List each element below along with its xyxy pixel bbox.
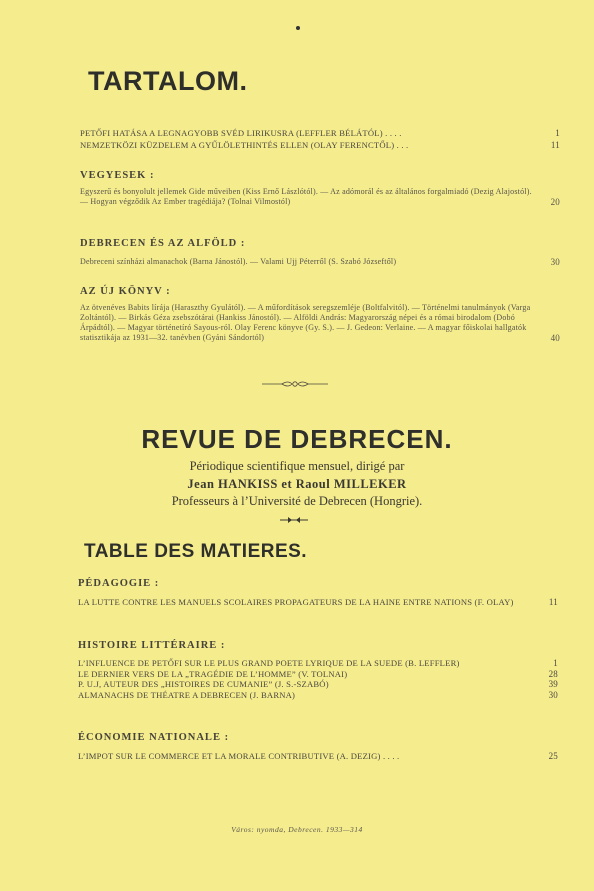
section-entry [80, 187, 560, 207]
revue-title: REVUE DE DEBRECEN. [141, 424, 453, 454]
section-heading: HISTOIRE LITTÉRAIRE : [78, 640, 226, 651]
section-entry-page: 20 [550, 197, 560, 207]
section-entry [80, 257, 560, 267]
section-entry-text: Debreceni színházi almanachok (Barna Jánostól). — Valami Ujj Péterről (S. Szabó Józseftől) [80, 257, 397, 266]
toc-entry-page: 11 [550, 139, 560, 150]
page-title: TARTALOM. [88, 66, 248, 96]
section-entry-text: ALMANACHS DE THÉATRE A DEBRECEN (J. BARNA) [78, 689, 296, 700]
section-entry [78, 597, 558, 608]
toc-entry [80, 140, 560, 151]
section-economie [78, 732, 558, 762]
toc-entry-text: NEMZETKÖZI KÜZDELEM A GYŰLÖLETHINTÉS ELLEN (OLAY FERENCTŐL) . . . [80, 139, 409, 150]
section-entry-text: Az ötvenéves Babits lírája (Haraszthy Gyulától). — A műfordítások seregszemléje (Boltfalvitól). — Történelmi tanulmányok (Varga Zoltántól). — Birkás Géza zsebszótárai (Hankiss Jánostól). — Alföldi András: Magyarország népei és a római birodalom (Dobó Árpádtól). — Magyar történetíró Sayous-ról. Olay Ferenc könyve (Gy. S.). — J. Gedeon: Verlaine. — A magyar főiskolai hallgatók statisztikája az 1931—32. tanévben (Gyáni Sándortól) [80, 303, 531, 342]
ornament-divider [260, 379, 330, 389]
printer-footer: Város: nyomda, Debrecen. 1933—314 [231, 825, 363, 834]
section-entry-text: LE DERNIER VERS DE LA „TRAGÉDIE DE L’HOMME” (V. TOLNAI) [78, 668, 348, 679]
section-debrecen [80, 238, 560, 267]
section-heading: ÉCONOMIE NATIONALE : [78, 732, 230, 743]
table-title: TABLE DES MATIERES. [84, 541, 308, 562]
section-entry-page: 11 [548, 597, 558, 607]
toc-entry-page: 1 [555, 128, 560, 138]
decorative-dot [296, 26, 300, 30]
section-entry-page: 30 [550, 257, 560, 267]
section-entry-page: 28 [548, 668, 558, 679]
section-entry-page: 39 [548, 679, 558, 689]
section-entry [78, 690, 558, 701]
section-entry [78, 669, 558, 680]
toc-entry-text: PETŐFI HATÁSA A LEGNAGYOBB SVÉD LIRIKUSRA (LEFFLER BÉLÁTÓL) . . . . [80, 128, 402, 138]
section-entry [78, 658, 558, 669]
toc-entry [80, 128, 560, 139]
revue-affiliation: Professeurs à l’Université de Debrecen (Hongrie). [171, 494, 423, 508]
section-heading: AZ ÚJ KÖNYV : [80, 286, 171, 297]
section-entry [78, 751, 558, 762]
section-histoire [78, 640, 558, 700]
section-heading: DEBRECEN ÉS AZ ALFÖLD : [80, 238, 246, 249]
section-entry-text: L’IMPOT SUR LE COMMERCE ET LA MORALE CONTRIBUTIVE (A. DEZIG) . . . . [78, 751, 400, 761]
revue-subtitle: Périodique scientifique mensuel, dirigé par [189, 459, 405, 473]
toc-list [80, 128, 560, 150]
section-entry [78, 679, 558, 690]
section-entry [80, 303, 560, 343]
section-entry-text: L’INFLUENCE DE PETŐFI SUR LE PLUS GRAND POETE LYRIQUE DE LA SUEDE (B. LEFFLER) [78, 658, 460, 668]
section-vegyesek [80, 170, 560, 207]
section-heading: PÉDAGOGIE : [78, 578, 160, 589]
section-entry-page: 1 [553, 658, 558, 668]
ornament-arrows [279, 516, 309, 524]
section-entry-page: 25 [548, 751, 558, 761]
revue-editors-text: Jean HANKISS et Raoul MILLEKER [187, 477, 407, 491]
section-pedagogie [78, 578, 558, 608]
section-entry-page: 30 [548, 689, 558, 700]
section-entry-text: LA LUTTE CONTRE LES MANUELS SCOLAIRES PROPAGATEURS DE LA HAINE ENTRE NATIONS (F. OLAY) [78, 597, 514, 607]
section-konyv [80, 286, 560, 343]
section-heading: VEGYESEK : [80, 170, 155, 181]
revue-editors [0, 477, 594, 492]
section-entry-text: Egyszerű és bonyolult jellemek Gide műveiben (Kiss Ernő Lászlótól). — Az adómorál és az általános forgalmiadó (Dezig Alajostól). — Hogyan végződik Az Ember tragédiája? (Tolnai Vilmostól) [80, 187, 532, 206]
section-entry-text: P. U.J, AUTEUR DES „HISTOIRES DE CUMANIE” (J. S.-SZABÓ) [78, 679, 329, 689]
section-entry-page: 40 [550, 333, 560, 343]
